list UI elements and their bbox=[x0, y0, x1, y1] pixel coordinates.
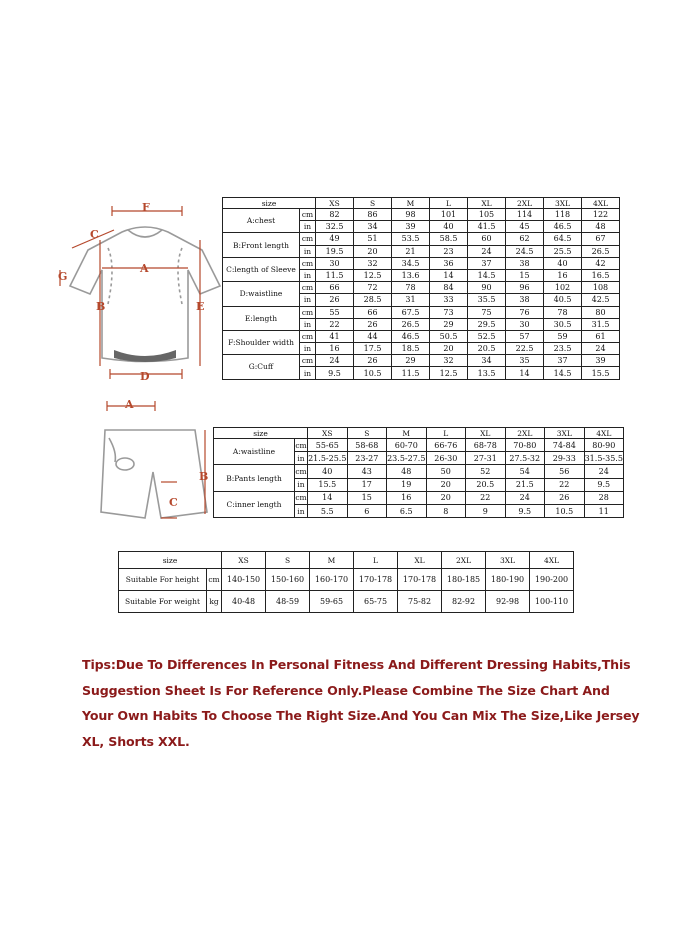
unit-cell: in bbox=[300, 269, 316, 281]
value-cell: 32 bbox=[354, 257, 392, 269]
value-cell: 20 bbox=[430, 343, 468, 355]
size-col-header: S bbox=[347, 428, 387, 439]
value-cell: 15 bbox=[347, 491, 387, 504]
value-cell: 80 bbox=[582, 306, 620, 318]
value-cell: 6 bbox=[347, 504, 387, 517]
diagram-label-D: D bbox=[140, 370, 150, 383]
value-cell: 101 bbox=[430, 209, 468, 221]
value-cell: 21.5 bbox=[505, 478, 545, 491]
diagram-label-A: A bbox=[125, 398, 134, 411]
value-cell: 27.5-32 bbox=[505, 452, 545, 465]
unit-cell: cm bbox=[300, 257, 316, 269]
value-cell: 14.5 bbox=[544, 367, 582, 379]
size-col-header: XS bbox=[308, 428, 348, 439]
value-cell: 36 bbox=[430, 257, 468, 269]
value-cell: 30 bbox=[316, 257, 354, 269]
value-cell: 39 bbox=[392, 221, 430, 233]
value-cell: 75 bbox=[468, 306, 506, 318]
value-cell: 11 bbox=[584, 504, 624, 517]
value-cell: 67 bbox=[582, 233, 620, 245]
value-cell: 22.5 bbox=[506, 343, 544, 355]
value-cell: 24 bbox=[468, 245, 506, 257]
value-cell: 26 bbox=[545, 491, 585, 504]
value-cell: 50.5 bbox=[430, 330, 468, 342]
value-cell: 16 bbox=[316, 343, 354, 355]
value-cell: 5.5 bbox=[308, 504, 348, 517]
value-cell: 31.5-35.5 bbox=[584, 452, 624, 465]
value-cell: 40-48 bbox=[222, 591, 266, 613]
value-cell: 65-75 bbox=[354, 591, 398, 613]
table-header-row bbox=[119, 552, 574, 569]
table-row bbox=[223, 330, 620, 342]
value-cell: 51 bbox=[354, 233, 392, 245]
value-cell: 24.5 bbox=[506, 245, 544, 257]
value-cell: 75-82 bbox=[398, 591, 442, 613]
value-cell: 20.5 bbox=[466, 478, 506, 491]
unit-cell: cm bbox=[300, 282, 316, 294]
value-cell: 13.6 bbox=[392, 269, 430, 281]
table-header-row bbox=[223, 198, 620, 209]
value-cell: 6.5 bbox=[387, 504, 427, 517]
unit-cell: cm bbox=[295, 465, 308, 478]
value-cell: 40.5 bbox=[544, 294, 582, 306]
value-cell: 19.5 bbox=[316, 245, 354, 257]
unit-cell: cm bbox=[300, 233, 316, 245]
size-header: size bbox=[119, 552, 222, 569]
jersey-diagram bbox=[52, 200, 224, 385]
table-header-row bbox=[214, 428, 624, 439]
value-cell: 28 bbox=[584, 491, 624, 504]
value-cell: 34.5 bbox=[392, 257, 430, 269]
size-col-header: 2XL bbox=[506, 198, 544, 209]
value-cell: 17 bbox=[347, 478, 387, 491]
size-col-header: L bbox=[430, 198, 468, 209]
value-cell: 67.5 bbox=[392, 306, 430, 318]
value-cell: 49 bbox=[316, 233, 354, 245]
value-cell: 16 bbox=[544, 269, 582, 281]
value-cell: 42 bbox=[582, 257, 620, 269]
table-row bbox=[223, 282, 620, 294]
value-cell: 24 bbox=[584, 465, 624, 478]
measurement-label: C:length of Sleeve bbox=[223, 257, 300, 281]
value-cell: 17.5 bbox=[354, 343, 392, 355]
size-col-header: M bbox=[310, 552, 354, 569]
value-cell: 22 bbox=[316, 318, 354, 330]
measurement-label: C:inner length bbox=[214, 491, 295, 517]
value-cell: 9.5 bbox=[505, 504, 545, 517]
value-cell: 24 bbox=[582, 343, 620, 355]
value-cell: 12.5 bbox=[354, 269, 392, 281]
value-cell: 78 bbox=[544, 306, 582, 318]
value-cell: 23.5-27.5 bbox=[387, 452, 427, 465]
table-row bbox=[214, 465, 624, 478]
value-cell: 21.5-25.5 bbox=[308, 452, 348, 465]
value-cell: 50 bbox=[426, 465, 466, 478]
value-cell: 180-190 bbox=[486, 569, 530, 591]
size-col-header: XL bbox=[468, 198, 506, 209]
value-cell: 26-30 bbox=[426, 452, 466, 465]
value-cell: 35 bbox=[506, 355, 544, 367]
table-row bbox=[223, 209, 620, 221]
diagram-label-E: E bbox=[196, 300, 205, 313]
value-cell: 122 bbox=[582, 209, 620, 221]
value-cell: 20 bbox=[426, 478, 466, 491]
value-cell: 9.5 bbox=[316, 367, 354, 379]
value-cell: 19 bbox=[387, 478, 427, 491]
value-cell: 98 bbox=[392, 209, 430, 221]
value-cell: 30 bbox=[506, 318, 544, 330]
value-cell: 90 bbox=[468, 282, 506, 294]
value-cell: 16.5 bbox=[582, 269, 620, 281]
unit-cell: cm bbox=[300, 355, 316, 367]
value-cell: 28.5 bbox=[354, 294, 392, 306]
value-cell: 53.5 bbox=[392, 233, 430, 245]
value-cell: 56 bbox=[545, 465, 585, 478]
value-cell: 13.5 bbox=[468, 367, 506, 379]
unit-cell: cm bbox=[295, 491, 308, 504]
value-cell: 24 bbox=[316, 355, 354, 367]
value-cell: 61 bbox=[582, 330, 620, 342]
fit-label: Suitable For height bbox=[119, 569, 207, 591]
value-cell: 23-27 bbox=[347, 452, 387, 465]
value-cell: 15.5 bbox=[582, 367, 620, 379]
value-cell: 68-78 bbox=[466, 439, 506, 452]
value-cell: 74-84 bbox=[545, 439, 585, 452]
measurement-label: A:chest bbox=[223, 209, 300, 233]
measurement-label: A:waistline bbox=[214, 439, 295, 465]
value-cell: 60-70 bbox=[387, 439, 427, 452]
unit-cell: in bbox=[295, 478, 308, 491]
value-cell: 170-178 bbox=[398, 569, 442, 591]
value-cell: 11.5 bbox=[392, 367, 430, 379]
value-cell: 34 bbox=[468, 355, 506, 367]
value-cell: 62 bbox=[506, 233, 544, 245]
unit-cell: cm bbox=[300, 209, 316, 221]
value-cell: 23 bbox=[430, 245, 468, 257]
value-cell: 60 bbox=[468, 233, 506, 245]
jersey-size-table bbox=[222, 197, 620, 380]
value-cell: 25.5 bbox=[544, 245, 582, 257]
value-cell: 140-150 bbox=[222, 569, 266, 591]
value-cell: 29.5 bbox=[468, 318, 506, 330]
fit-size-table bbox=[118, 551, 574, 613]
size-col-header: 3XL bbox=[545, 428, 585, 439]
measurement-label: B:Pants length bbox=[214, 465, 295, 491]
size-col-header: XL bbox=[466, 428, 506, 439]
value-cell: 78 bbox=[392, 282, 430, 294]
value-cell: 66-76 bbox=[426, 439, 466, 452]
unit-cell: in bbox=[300, 318, 316, 330]
value-cell: 8 bbox=[426, 504, 466, 517]
size-header: size bbox=[214, 428, 308, 439]
value-cell: 29 bbox=[392, 355, 430, 367]
value-cell: 33 bbox=[430, 294, 468, 306]
size-col-header: 2XL bbox=[505, 428, 545, 439]
value-cell: 105 bbox=[468, 209, 506, 221]
measurement-label: D:waistline bbox=[223, 282, 300, 306]
unit-cell: cm bbox=[300, 330, 316, 342]
value-cell: 31.5 bbox=[582, 318, 620, 330]
value-cell: 29-33 bbox=[545, 452, 585, 465]
table-row bbox=[223, 355, 620, 367]
value-cell: 20.5 bbox=[468, 343, 506, 355]
size-col-header: 4XL bbox=[530, 552, 574, 569]
unit-cell: kg bbox=[207, 591, 222, 613]
unit-cell: cm bbox=[207, 569, 222, 591]
value-cell: 29 bbox=[430, 318, 468, 330]
value-cell: 46.5 bbox=[544, 221, 582, 233]
value-cell: 108 bbox=[582, 282, 620, 294]
diagram-label-B: B bbox=[96, 300, 106, 313]
value-cell: 170-178 bbox=[354, 569, 398, 591]
value-cell: 55 bbox=[316, 306, 354, 318]
value-cell: 64.5 bbox=[544, 233, 582, 245]
value-cell: 39 bbox=[582, 355, 620, 367]
unit-cell: in bbox=[300, 221, 316, 233]
value-cell: 15.5 bbox=[308, 478, 348, 491]
size-header: size bbox=[223, 198, 316, 209]
value-cell: 27-31 bbox=[466, 452, 506, 465]
value-cell: 31 bbox=[392, 294, 430, 306]
size-col-header: 2XL bbox=[442, 552, 486, 569]
value-cell: 80-90 bbox=[584, 439, 624, 452]
size-col-header: S bbox=[266, 552, 310, 569]
value-cell: 92-98 bbox=[486, 591, 530, 613]
value-cell: 96 bbox=[506, 282, 544, 294]
unit-cell: in bbox=[300, 245, 316, 257]
size-col-header: L bbox=[426, 428, 466, 439]
size-col-header: S bbox=[354, 198, 392, 209]
value-cell: 40 bbox=[544, 257, 582, 269]
value-cell: 9.5 bbox=[584, 478, 624, 491]
table-row bbox=[119, 569, 574, 591]
value-cell: 48-59 bbox=[266, 591, 310, 613]
table-row bbox=[214, 491, 624, 504]
size-col-header: M bbox=[392, 198, 430, 209]
value-cell: 66 bbox=[354, 306, 392, 318]
value-cell: 82-92 bbox=[442, 591, 486, 613]
value-cell: 18.5 bbox=[392, 343, 430, 355]
unit-cell: cm bbox=[300, 306, 316, 318]
size-col-header: 4XL bbox=[584, 428, 624, 439]
value-cell: 14 bbox=[430, 269, 468, 281]
size-col-header: 4XL bbox=[582, 198, 620, 209]
size-col-header: XL bbox=[398, 552, 442, 569]
value-cell: 59 bbox=[544, 330, 582, 342]
value-cell: 37 bbox=[468, 257, 506, 269]
tips-text: Tips:Due To Differences In Personal Fitness And Different Dressing Habits,This Suggestion Sheet Is For Reference Only.Please Combine The Size Chart And Your Own Habits To Choose The Right Size.And You Can Mix The Size,Like Jersey XL, Shorts XXL. bbox=[82, 657, 640, 749]
value-cell: 54 bbox=[505, 465, 545, 478]
value-cell: 46.5 bbox=[392, 330, 430, 342]
value-cell: 52.5 bbox=[468, 330, 506, 342]
size-col-header: XS bbox=[222, 552, 266, 569]
unit-cell: in bbox=[295, 452, 308, 465]
value-cell: 11.5 bbox=[316, 269, 354, 281]
value-cell: 40 bbox=[308, 465, 348, 478]
value-cell: 37 bbox=[544, 355, 582, 367]
table-row bbox=[223, 306, 620, 318]
value-cell: 12.5 bbox=[430, 367, 468, 379]
size-col-header: 3XL bbox=[544, 198, 582, 209]
shorts-diagram bbox=[95, 392, 213, 522]
table-row bbox=[223, 257, 620, 269]
value-cell: 10.5 bbox=[545, 504, 585, 517]
value-cell: 48 bbox=[387, 465, 427, 478]
value-cell: 57 bbox=[506, 330, 544, 342]
value-cell: 66 bbox=[316, 282, 354, 294]
value-cell: 114 bbox=[506, 209, 544, 221]
value-cell: 72 bbox=[354, 282, 392, 294]
value-cell: 190-200 bbox=[530, 569, 574, 591]
value-cell: 20 bbox=[354, 245, 392, 257]
value-cell: 180-185 bbox=[442, 569, 486, 591]
value-cell: 45 bbox=[506, 221, 544, 233]
value-cell: 23.5 bbox=[544, 343, 582, 355]
value-cell: 76 bbox=[506, 306, 544, 318]
value-cell: 22 bbox=[466, 491, 506, 504]
unit-cell: in bbox=[295, 504, 308, 517]
unit-cell: cm bbox=[295, 439, 308, 452]
size-col-header: 3XL bbox=[486, 552, 530, 569]
unit-cell: in bbox=[300, 294, 316, 306]
value-cell: 82 bbox=[316, 209, 354, 221]
value-cell: 15 bbox=[506, 269, 544, 281]
value-cell: 38 bbox=[506, 257, 544, 269]
value-cell: 58.5 bbox=[430, 233, 468, 245]
value-cell: 70-80 bbox=[505, 439, 545, 452]
value-cell: 34 bbox=[354, 221, 392, 233]
table-row bbox=[119, 591, 574, 613]
value-cell: 26.5 bbox=[582, 245, 620, 257]
size-col-header: XS bbox=[316, 198, 354, 209]
value-cell: 14 bbox=[308, 491, 348, 504]
diagram-label-C: C bbox=[90, 228, 99, 241]
value-cell: 38 bbox=[506, 294, 544, 306]
value-cell: 21 bbox=[392, 245, 430, 257]
measurement-label: F:Shoulder width bbox=[223, 330, 300, 354]
value-cell: 58-68 bbox=[347, 439, 387, 452]
value-cell: 20 bbox=[426, 491, 466, 504]
value-cell: 14.5 bbox=[468, 269, 506, 281]
value-cell: 43 bbox=[347, 465, 387, 478]
value-cell: 32.5 bbox=[316, 221, 354, 233]
size-col-header: L bbox=[354, 552, 398, 569]
value-cell: 26.5 bbox=[392, 318, 430, 330]
value-cell: 24 bbox=[505, 491, 545, 504]
value-cell: 40 bbox=[430, 221, 468, 233]
value-cell: 32 bbox=[430, 355, 468, 367]
value-cell: 102 bbox=[544, 282, 582, 294]
size-col-header: M bbox=[387, 428, 427, 439]
value-cell: 73 bbox=[430, 306, 468, 318]
value-cell: 55-65 bbox=[308, 439, 348, 452]
table-row bbox=[214, 439, 624, 452]
unit-cell: in bbox=[300, 367, 316, 379]
measurement-label: E:length bbox=[223, 306, 300, 330]
fit-label: Suitable For weight bbox=[119, 591, 207, 613]
diagram-label-F: F bbox=[142, 201, 150, 214]
diagram-label-C: C bbox=[169, 496, 178, 509]
value-cell: 100-110 bbox=[530, 591, 574, 613]
value-cell: 30.5 bbox=[544, 318, 582, 330]
value-cell: 41.5 bbox=[468, 221, 506, 233]
value-cell: 118 bbox=[544, 209, 582, 221]
value-cell: 26 bbox=[316, 294, 354, 306]
value-cell: 22 bbox=[545, 478, 585, 491]
value-cell: 59-65 bbox=[310, 591, 354, 613]
diagram-label-B: B bbox=[199, 470, 209, 483]
value-cell: 14 bbox=[506, 367, 544, 379]
measurement-label: G:Cuff bbox=[223, 355, 300, 379]
unit-cell: in bbox=[300, 343, 316, 355]
value-cell: 41 bbox=[316, 330, 354, 342]
table-row bbox=[223, 233, 620, 245]
measurement-label: B:Front length bbox=[223, 233, 300, 257]
diagram-label-G: G bbox=[58, 270, 68, 283]
value-cell: 86 bbox=[354, 209, 392, 221]
diagram-label-A: A bbox=[140, 262, 149, 275]
shorts-size-table bbox=[213, 427, 624, 518]
value-cell: 42.5 bbox=[582, 294, 620, 306]
value-cell: 26 bbox=[354, 318, 392, 330]
value-cell: 26 bbox=[354, 355, 392, 367]
value-cell: 84 bbox=[430, 282, 468, 294]
value-cell: 160-170 bbox=[310, 569, 354, 591]
value-cell: 44 bbox=[354, 330, 392, 342]
value-cell: 150-160 bbox=[266, 569, 310, 591]
value-cell: 16 bbox=[387, 491, 427, 504]
value-cell: 10.5 bbox=[354, 367, 392, 379]
value-cell: 9 bbox=[466, 504, 506, 517]
value-cell: 52 bbox=[466, 465, 506, 478]
value-cell: 48 bbox=[582, 221, 620, 233]
value-cell: 35.5 bbox=[468, 294, 506, 306]
